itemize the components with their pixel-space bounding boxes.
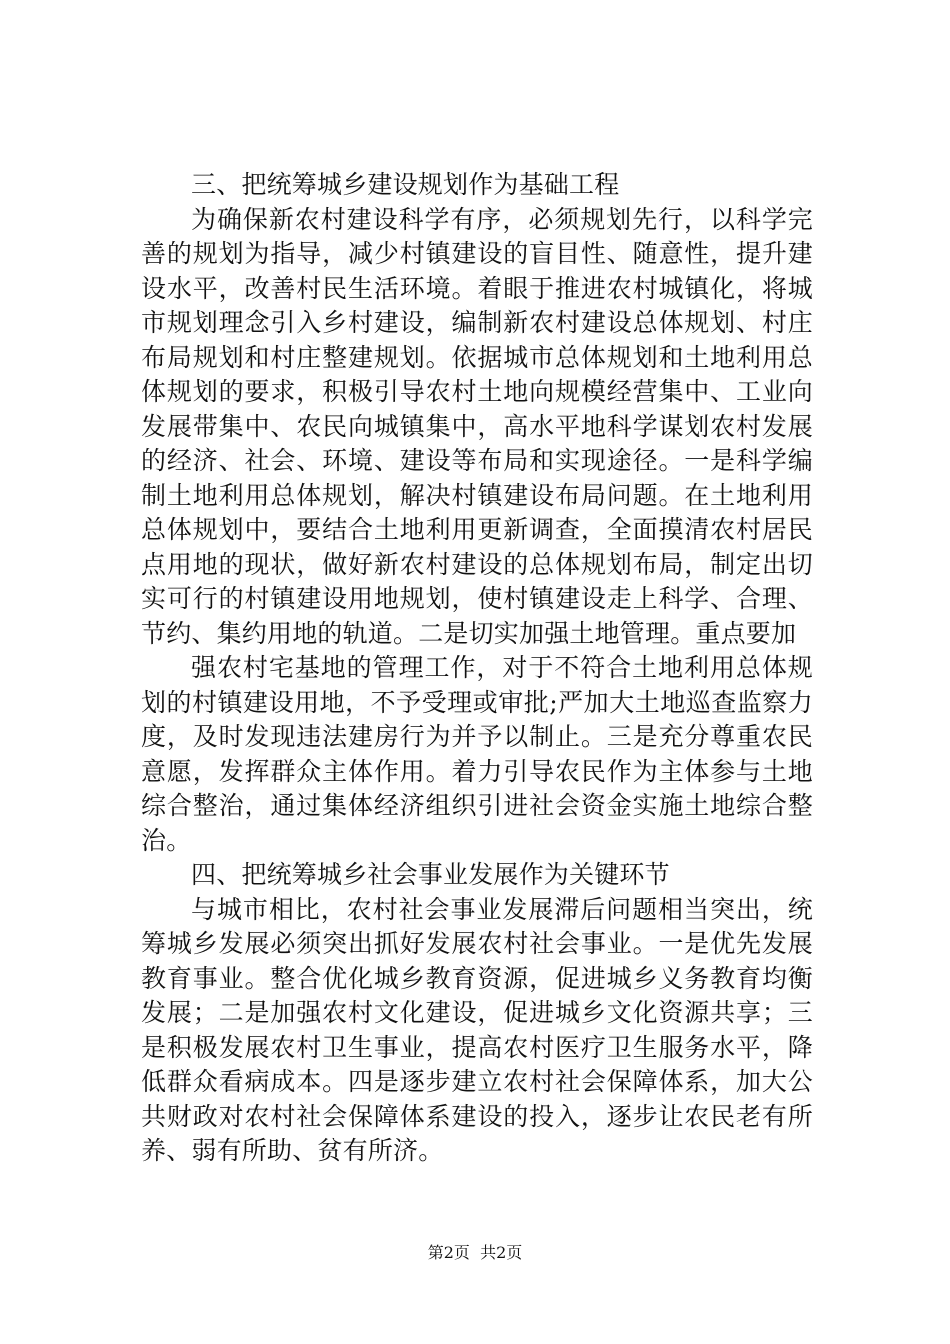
- section-heading-4: 四、把统筹城乡社会事业发展作为关键环节: [191, 860, 670, 889]
- page-number-label: 第2页 共2页: [427, 1243, 523, 1262]
- paragraph-planning: 为确保新农村建设科学有序，必须规划先行，以科学完善的规划为指导，减少村镇建设的盲目性、随意性，提升建设水平，改善村民生活环境。着眼于推进农村城镇化，将城市规划理念引入乡村建设，编制新农村建设总体规划、村庄布局规划和村庄整建规划。依据城市总体规划和土地利用总体规划的要求，积极引导农村土地向规模经营集中、工业向发展带集中、农民向城镇集中，高水平地科学谋划农村发展的经济、社会、环境、建设等布局和实现途径。一是科学编制土地利用总体规划，解决村镇建设布局问题。在土地利用总体规划中，要结合土地利用更新调查，全面摸清农村居民点用地的现状，做好新农村建设的总体规划布局，制定出切实可行的村镇建设用地规划，使村镇建设走上科学、合理、节约、集约用地的轨道。二是切实加强土地管理。重点要加: [141, 204, 813, 648]
- section-heading-3: 三、把统筹城乡建设规划作为基础工程: [191, 170, 620, 199]
- paragraph-land-management: 强农村宅基地的管理工作，对于不符合土地利用总体规划的村镇建设用地，不予受理或审批;严加大土地巡查监察力度，及时发现违法建房行为并予以制止。三是充分尊重农民意愿，发挥群众主体作用。着力引导农民作为主体参与土地综合整治，通过集体经济组织引进社会资金实施土地综合整治。: [141, 653, 813, 855]
- paragraph-social-undertakings: 与城市相比，农村社会事业发展滞后问题相当突出，统筹城乡发展必须突出抓好发展农村社会事业。一是优先发展教育事业。整合优化城乡教育资源，促进城乡义务教育均衡发展；二是加强农村文化建设，促进城乡文化资源共享；三是积极发展农村卫生事业，提高农村医疗卫生服务水平，降低群众看病成本。四是逐步建立农村社会保障体系，加大公共财政对农村社会保障体系建设的投入，逐步让农民老有所养、弱有所助、贫有所济。: [141, 894, 813, 1165]
- document-body: [141, 168, 813, 1169]
- page-footer: [0, 1243, 950, 1263]
